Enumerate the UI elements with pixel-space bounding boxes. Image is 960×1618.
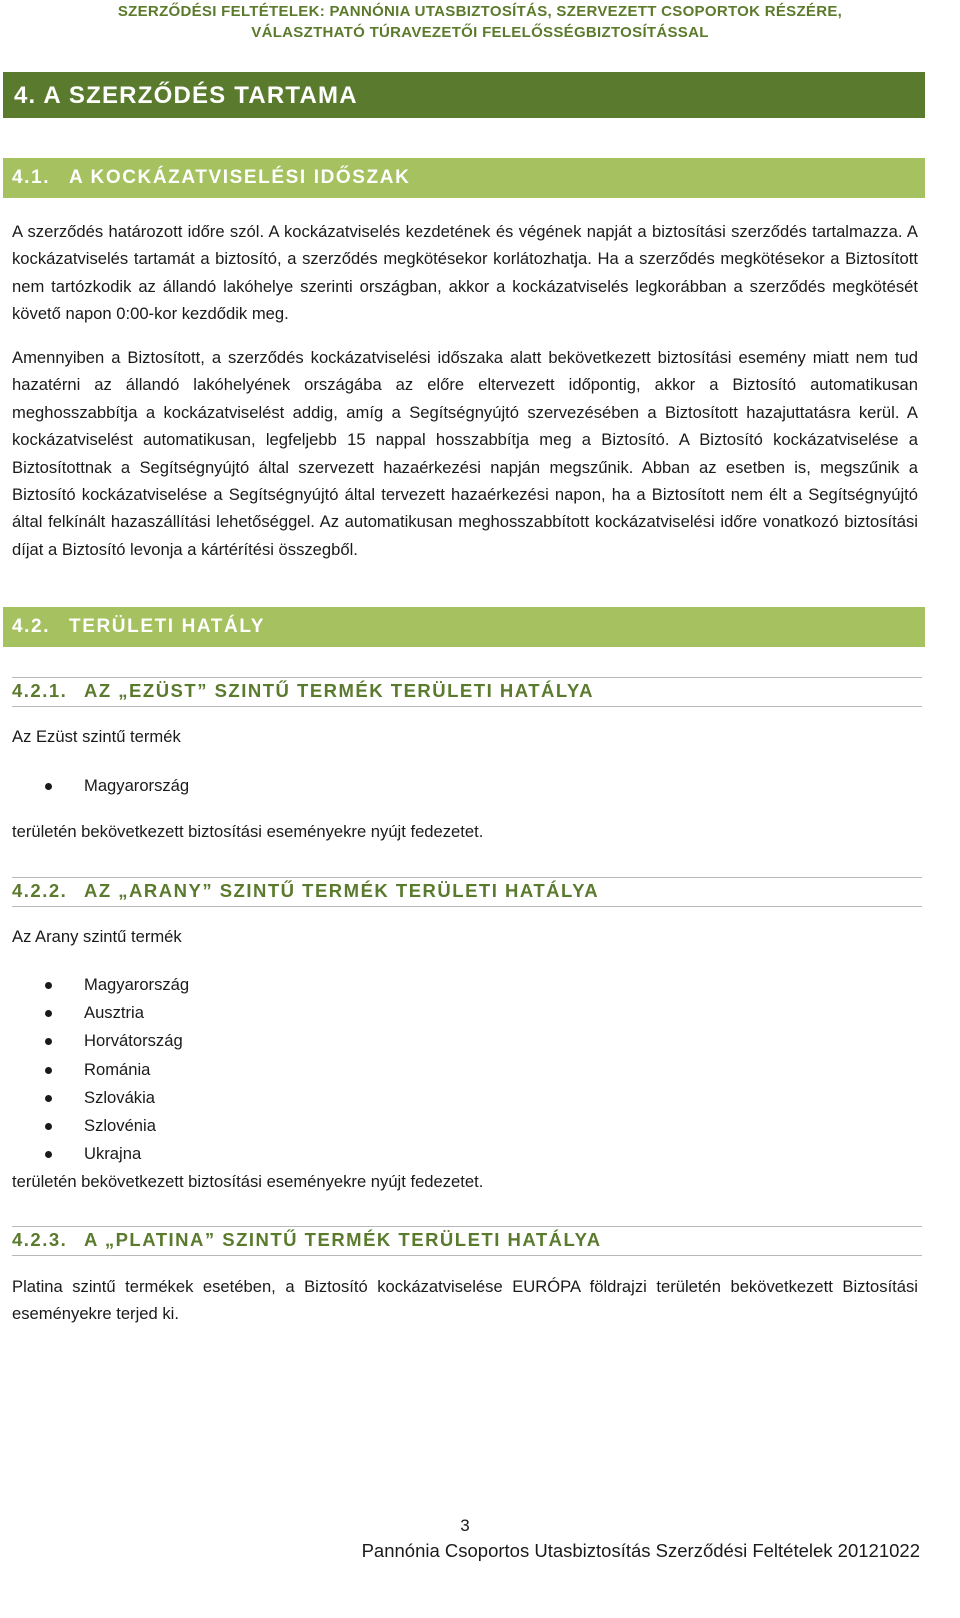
bullet-icon xyxy=(45,1095,52,1102)
section-4-1-heading xyxy=(3,158,925,198)
section-4-2-2-outro: területén bekövetkezett biztosítási eseményekre nyújt fedezetet. xyxy=(12,1172,484,1191)
section-4-2-1-number: 4.2.1. xyxy=(12,680,68,701)
section-4-title: 4. A SZERZŐDÉS TARTAMA xyxy=(14,82,358,109)
section-4-2-1-outro: területén bekövetkezett biztosítási eseményekre nyújt fedezetet. xyxy=(12,822,484,841)
header-line-2: VÁLASZTHATÓ TÚRAVEZETŐI FELELŐSSÉGBIZTOSÍTÁSSAL xyxy=(251,24,709,41)
section-4-2-3-title: A „PLATINA” SZINTŰ TERMÉK TERÜLETI HATÁLYA xyxy=(84,1229,602,1250)
section-4-2-3-heading xyxy=(12,1226,922,1256)
section-4-1-paragraph-1: A szerződés határozott időre szól. A kockázatviselés kezdetének és végének napját a biztosítási szerződés tartalmazza. A kockázatviselés tartamát a biztosító, a szerződés megkötésekor korlátozhatja. Ha a szerződés megkötésekor a Biztosított nem tartózkodik az állandó lakóhelye szerinti országban, akkor a kockázatviselés legkorábban a szerződés megkötését követő napon 0:00-kor kezdődik meg. xyxy=(12,222,918,324)
list-item: Ausztria xyxy=(0,999,400,1027)
page-number: 3 xyxy=(460,1516,470,1535)
document-header xyxy=(0,0,960,43)
bullet-icon xyxy=(45,1151,52,1158)
section-4-2-heading xyxy=(3,607,925,647)
section-4-2-3-paragraph: Platina szintű termékek esetében, a Biztosító kockázatviselése EURÓPA földrajzi területén bekövetkezett Biztosítási eseményekre terjed ki. xyxy=(12,1277,918,1324)
list-item: Szlovákia xyxy=(0,1084,400,1112)
header-line-1: SZERZŐDÉSI FELTÉTELEK: PANNÓNIA UTASBIZTOSÍTÁS, SZERVEZETT CSOPORTOK RÉSZÉRE, xyxy=(117,3,843,20)
section-4-1-number: 4.1. xyxy=(12,167,51,188)
section-4-2-2-heading xyxy=(12,877,922,907)
section-4-2-1-intro: Az Ezüst szintű termék xyxy=(12,727,181,746)
section-4-2-2-title: AZ „ARANY” SZINTŰ TERMÉK TERÜLETI HATÁLYA xyxy=(84,880,600,901)
section-4-2-2-number: 4.2.2. xyxy=(12,880,68,901)
section-4-2-3-number: 4.2.3. xyxy=(12,1229,68,1250)
footer-text: Pannónia Csoportos Utasbiztosítás Szerződési Feltételek 20121022 xyxy=(361,1540,920,1561)
section-4-2-number: 4.2. xyxy=(12,616,51,637)
section-4-2-title: TERÜLETI HATÁLY xyxy=(69,616,266,637)
section-4-heading xyxy=(3,72,925,118)
list-item: Magyarország xyxy=(0,971,400,999)
section-4-1-paragraph-2: Amennyiben a Biztosított, a szerződés kockázatviselési időszaka alatt bekövetkezett biztosítási esemény miatt nem tud hazatérni az állandó lakóhelyének országába az előre eltervezett időpontig, akkor a Biztosító automatikusan meghosszabbítja a kockázatviselést addig, amíg a Segítségnyújtó szervezésében a Biztosított hazajuttatásra kerül. A kockázatviselést automatikusan, legfeljebb 15 nappal hosszabbítja meg a Biztosító. A Biztosító kockázatviselése a Biztosítottnak a Segítségnyújtó által szervezett hazaérkezési napján megszűnik. Abban az esetben is, megszűnik a Biztosító kockázatviselése a Segítségnyújtó által tervezett hazaérkezési napon, ha a Biztosított nem élt a Segítségnyújtó által felkínált hazaszállítási lehetőséggel. Az automatikusan meghosszabbított kockázatviselési időre vonatkozó biztosítási díjat a Biztosító levonja a kártérítési összegből. xyxy=(12,348,918,559)
section-4-2-2-country-list xyxy=(0,971,400,1168)
section-4-2-2-intro: Az Arany szintű termék xyxy=(12,927,182,946)
bullet-icon xyxy=(45,1067,52,1074)
section-4-2-1-title: AZ „EZÜST” SZINTŰ TERMÉK TERÜLETI HATÁLYA xyxy=(84,680,594,701)
list-item: Szlovénia xyxy=(0,1112,400,1140)
section-4-2-1-heading xyxy=(12,677,922,707)
list-item: Horvátország xyxy=(0,1027,400,1055)
section-4-2-1-country-list xyxy=(0,772,400,800)
bullet-icon xyxy=(45,1010,52,1017)
bullet-icon xyxy=(45,982,52,989)
bullet-icon xyxy=(45,783,52,790)
bullet-icon xyxy=(45,1123,52,1130)
list-item: Románia xyxy=(0,1056,400,1084)
list-item: Magyarország xyxy=(0,772,400,800)
bullet-icon xyxy=(45,1038,52,1045)
section-4-1-title: A KOCKÁZATVISELÉSI IDŐSZAK xyxy=(69,167,411,188)
list-item: Ukrajna xyxy=(0,1140,400,1168)
